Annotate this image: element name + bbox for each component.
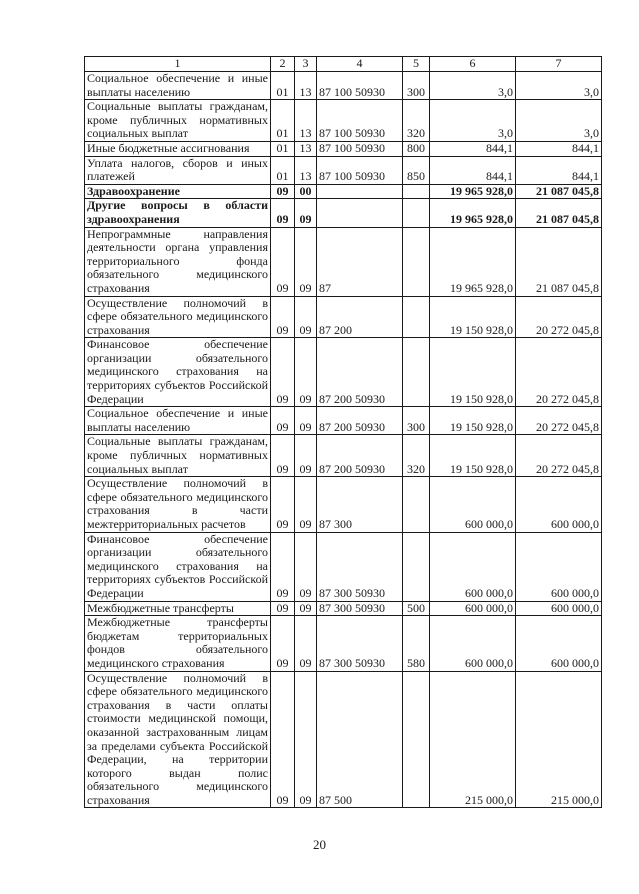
- row-name-cell: Социальные выплаты гражданам, кроме публичных нормативных социальных выплат: [85, 435, 271, 477]
- table-row: [85, 532, 602, 601]
- budget-table: [84, 56, 602, 808]
- col-header: 6: [430, 57, 516, 72]
- row-name-cell: Межбюджетные трансферты: [85, 601, 271, 616]
- amount-year1-cell: 844,1: [430, 141, 516, 156]
- amount-year2-cell: 600 000,0: [516, 616, 602, 671]
- subsection-code-cell: 09: [295, 296, 317, 338]
- amount-year1-cell: 3,0: [430, 72, 516, 100]
- target-article-cell: 87 200 50930: [317, 338, 403, 407]
- expense-type-cell: 580: [403, 616, 430, 671]
- subsection-code-cell: 09: [295, 338, 317, 407]
- row-name-cell: Осуществление полномочий в сфере обязательного медицинского страхования: [85, 296, 271, 338]
- amount-year2-cell: 21 087 045,8: [516, 184, 602, 199]
- section-code-cell: 01: [271, 100, 295, 142]
- amount-year1-cell: 600 000,0: [430, 616, 516, 671]
- subsection-code-cell: 13: [295, 141, 317, 156]
- row-name-cell: Другие вопросы в области здравоохранения: [85, 199, 271, 227]
- subsection-code-cell: 13: [295, 72, 317, 100]
- table-row: [85, 156, 602, 184]
- row-name-cell: Уплата налогов, сборов и иных платежей: [85, 156, 271, 184]
- amount-year2-cell: 844,1: [516, 156, 602, 184]
- expense-type-cell: 300: [403, 407, 430, 435]
- target-article-cell: 87 100 50930: [317, 141, 403, 156]
- target-article-cell: 87 300 50930: [317, 616, 403, 671]
- subsection-code-cell: 09: [295, 532, 317, 601]
- target-article-cell: 87 200 50930: [317, 407, 403, 435]
- amount-year1-cell: 844,1: [430, 156, 516, 184]
- row-name-cell: Здравоохранение: [85, 184, 271, 199]
- subsection-code-cell: 09: [295, 407, 317, 435]
- expense-type-cell: [403, 671, 430, 808]
- table-row: [85, 601, 602, 616]
- subsection-code-cell: 09: [295, 435, 317, 477]
- amount-year1-cell: 19 965 928,0: [430, 227, 516, 296]
- section-code-cell: 01: [271, 156, 295, 184]
- col-header: 3: [295, 57, 317, 72]
- amount-year2-cell: 21 087 045,8: [516, 199, 602, 227]
- table-row: [85, 407, 602, 435]
- target-article-cell: 87 300 50930: [317, 601, 403, 616]
- amount-year2-cell: 3,0: [516, 100, 602, 142]
- target-article-cell: 87: [317, 227, 403, 296]
- row-name-cell: Непрограммные направления деятельности органа управления территориального фонда обязательного медицинского страхования: [85, 227, 271, 296]
- amount-year1-cell: 19 965 928,0: [430, 199, 516, 227]
- table-row: [85, 338, 602, 407]
- target-article-cell: 87 200: [317, 296, 403, 338]
- page-number: 20: [313, 837, 326, 852]
- expense-type-cell: 320: [403, 435, 430, 477]
- row-name-cell: Осуществление полномочий в сфере обязательного медицинского страхования в части оплаты стоимости медицинской помощи, оказанной застрахованным лицам за пределами субъекта Российской Федерации, на территории которого выдан полис обязательного медицинского страхования: [85, 671, 271, 808]
- amount-year2-cell: 20 272 045,8: [516, 407, 602, 435]
- row-name-cell: Финансовое обеспечение организации обязательного медицинского страхования на территориях субъектов Российской Федерации: [85, 532, 271, 601]
- amount-year2-cell: 844,1: [516, 141, 602, 156]
- subsection-code-cell: 13: [295, 156, 317, 184]
- subsection-code-cell: 13: [295, 100, 317, 142]
- amount-year2-cell: 215 000,0: [516, 671, 602, 808]
- section-code-cell: 09: [271, 601, 295, 616]
- col-header: 7: [516, 57, 602, 72]
- amount-year1-cell: 19 150 928,0: [430, 407, 516, 435]
- expense-type-cell: [403, 184, 430, 199]
- target-article-cell: 87 200 50930: [317, 435, 403, 477]
- section-code-cell: 09: [271, 296, 295, 338]
- expense-type-cell: [403, 227, 430, 296]
- subsection-code-cell: 00: [295, 184, 317, 199]
- table-row: [85, 435, 602, 477]
- amount-year2-cell: 600 000,0: [516, 601, 602, 616]
- expense-type-cell: 320: [403, 100, 430, 142]
- amount-year1-cell: 600 000,0: [430, 532, 516, 601]
- expense-type-cell: 300: [403, 72, 430, 100]
- target-article-cell: 87 300: [317, 477, 403, 532]
- section-code-cell: 09: [271, 671, 295, 808]
- subsection-code-cell: 09: [295, 227, 317, 296]
- section-code-cell: 09: [271, 199, 295, 227]
- amount-year1-cell: 3,0: [430, 100, 516, 142]
- expense-type-cell: 850: [403, 156, 430, 184]
- row-name-cell: Социальные выплаты гражданам, кроме публичных нормативных социальных выплат: [85, 100, 271, 142]
- target-article-cell: 87 100 50930: [317, 100, 403, 142]
- amount-year2-cell: 21 087 045,8: [516, 227, 602, 296]
- target-article-cell: 87 500: [317, 671, 403, 808]
- amount-year2-cell: 600 000,0: [516, 477, 602, 532]
- table-row: [85, 671, 602, 808]
- amount-year1-cell: 19 965 928,0: [430, 184, 516, 199]
- subsection-code-cell: 09: [295, 199, 317, 227]
- amount-year1-cell: 19 150 928,0: [430, 338, 516, 407]
- amount-year2-cell: 3,0: [516, 72, 602, 100]
- section-code-cell: 09: [271, 407, 295, 435]
- row-name-cell: Межбюджетные трансферты бюджетам территориальных фондов обязательного медицинского страхования: [85, 616, 271, 671]
- row-name-cell: Финансовое обеспечение организации обязательного медицинского страхования на территориях субъектов Российской Федерации: [85, 338, 271, 407]
- table-row: [85, 184, 602, 199]
- expense-type-cell: [403, 477, 430, 532]
- row-name-cell: Социальное обеспечение и иные выплаты населению: [85, 72, 271, 100]
- subsection-code-cell: 09: [295, 601, 317, 616]
- table-row: [85, 100, 602, 142]
- target-article-cell: 87 100 50930: [317, 156, 403, 184]
- table-row: [85, 227, 602, 296]
- section-code-cell: 09: [271, 435, 295, 477]
- section-code-cell: 09: [271, 184, 295, 199]
- row-name-cell: Иные бюджетные ассигнования: [85, 141, 271, 156]
- col-header: 2: [271, 57, 295, 72]
- amount-year1-cell: 215 000,0: [430, 671, 516, 808]
- amount-year1-cell: 600 000,0: [430, 601, 516, 616]
- table-row: [85, 141, 602, 156]
- header-row: [85, 57, 602, 72]
- section-code-cell: 09: [271, 227, 295, 296]
- target-article-cell: [317, 184, 403, 199]
- amount-year2-cell: 20 272 045,8: [516, 435, 602, 477]
- section-code-cell: 09: [271, 616, 295, 671]
- subsection-code-cell: 09: [295, 671, 317, 808]
- expense-type-cell: [403, 296, 430, 338]
- subsection-code-cell: 09: [295, 616, 317, 671]
- table-row: [85, 296, 602, 338]
- amount-year1-cell: 19 150 928,0: [430, 296, 516, 338]
- table-row: [85, 199, 602, 227]
- col-header: 5: [403, 57, 430, 72]
- col-header: 1: [85, 57, 271, 72]
- target-article-cell: [317, 199, 403, 227]
- expense-type-cell: 800: [403, 141, 430, 156]
- col-header: 4: [317, 57, 403, 72]
- section-code-cell: 09: [271, 477, 295, 532]
- expense-type-cell: 500: [403, 601, 430, 616]
- table-row: [85, 616, 602, 671]
- section-code-cell: 09: [271, 532, 295, 601]
- table-row: [85, 72, 602, 100]
- target-article-cell: 87 100 50930: [317, 72, 403, 100]
- expense-type-cell: [403, 199, 430, 227]
- table-row: [85, 477, 602, 532]
- amount-year2-cell: 20 272 045,8: [516, 296, 602, 338]
- subsection-code-cell: 09: [295, 477, 317, 532]
- section-code-cell: 01: [271, 72, 295, 100]
- amount-year1-cell: 19 150 928,0: [430, 435, 516, 477]
- row-name-cell: Социальное обеспечение и иные выплаты населению: [85, 407, 271, 435]
- amount-year2-cell: 600 000,0: [516, 532, 602, 601]
- row-name-cell: Осуществление полномочий в сфере обязательного медицинского страхования в части межтерриториальных расчетов: [85, 477, 271, 532]
- expense-type-cell: [403, 338, 430, 407]
- expense-type-cell: [403, 532, 430, 601]
- target-article-cell: 87 300 50930: [317, 532, 403, 601]
- amount-year2-cell: 20 272 045,8: [516, 338, 602, 407]
- section-code-cell: 09: [271, 338, 295, 407]
- amount-year1-cell: 600 000,0: [430, 477, 516, 532]
- section-code-cell: 01: [271, 141, 295, 156]
